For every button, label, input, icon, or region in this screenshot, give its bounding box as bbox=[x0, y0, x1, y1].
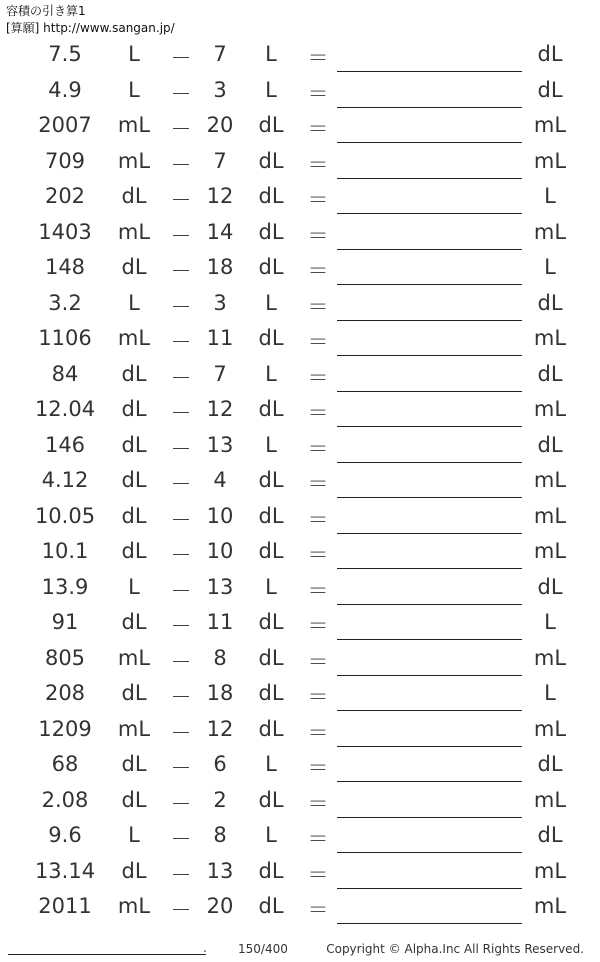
problem-row bbox=[0, 571, 600, 607]
subtrahend-value: 20 bbox=[206, 113, 234, 137]
subtrahend-unit: L bbox=[265, 823, 277, 847]
equals-sign: ＝ bbox=[307, 259, 329, 283]
minuend-unit: mL bbox=[117, 113, 151, 137]
subtrahend-value: 13 bbox=[206, 432, 234, 457]
answer-blank[interactable] bbox=[337, 604, 522, 605]
minuend-unit: dL bbox=[121, 503, 147, 528]
minuend-unit: mL bbox=[117, 645, 151, 670]
problem-row bbox=[0, 464, 600, 500]
minus-sign: － bbox=[170, 756, 192, 780]
minuend-unit: mL bbox=[117, 219, 151, 244]
subtrahend-value: 18 bbox=[206, 681, 234, 705]
problem-row bbox=[0, 322, 600, 358]
minuend-unit: dL bbox=[121, 539, 147, 563]
answer-blank[interactable] bbox=[337, 178, 522, 179]
problem-row bbox=[0, 819, 600, 855]
subtrahend-value: 10 bbox=[206, 503, 234, 528]
minus-sign: － bbox=[170, 472, 192, 496]
subtrahend-unit: dL bbox=[258, 113, 284, 137]
subtrahend-unit: L bbox=[265, 361, 277, 386]
problem-row bbox=[0, 429, 600, 465]
problem-row bbox=[0, 180, 600, 216]
problem-row bbox=[0, 74, 600, 110]
subtrahend-unit: dL bbox=[258, 645, 284, 670]
problem-row bbox=[0, 890, 600, 926]
subtrahend-value: 8 bbox=[213, 645, 227, 670]
minuend-unit: dL bbox=[121, 787, 147, 812]
equals-sign: ＝ bbox=[307, 117, 329, 141]
minuend-unit: mL bbox=[117, 894, 151, 918]
problem-row bbox=[0, 855, 600, 891]
minuend-unit: dL bbox=[121, 681, 147, 705]
answer-blank[interactable] bbox=[337, 746, 522, 747]
answer-unit: dL bbox=[537, 574, 563, 599]
answer-unit: mL bbox=[533, 148, 567, 173]
minuend-value: 2011 bbox=[38, 894, 92, 918]
subtrahend-unit: dL bbox=[258, 858, 284, 883]
subtrahend-unit: dL bbox=[258, 184, 284, 208]
minuend-unit: dL bbox=[121, 752, 147, 776]
subtrahend-unit: L bbox=[265, 77, 277, 102]
answer-unit: mL bbox=[533, 503, 567, 528]
subtrahend-value: 12 bbox=[206, 397, 234, 421]
subtrahend-value: 12 bbox=[206, 716, 234, 741]
equals-sign: ＝ bbox=[307, 543, 329, 567]
answer-blank[interactable] bbox=[337, 568, 522, 569]
minuend-unit: dL bbox=[121, 468, 147, 492]
minuend-unit: dL bbox=[121, 858, 147, 883]
answer-unit: L bbox=[544, 610, 556, 634]
subtrahend-unit: dL bbox=[258, 148, 284, 173]
answer-unit: dL bbox=[537, 823, 563, 847]
answer-blank[interactable] bbox=[337, 710, 522, 711]
minuend-value: 1209 bbox=[38, 716, 92, 741]
equals-sign: ＝ bbox=[307, 720, 329, 745]
minuend-value: 7.5 bbox=[48, 42, 82, 66]
minuend-value: 1403 bbox=[38, 219, 92, 244]
subtrahend-unit: dL bbox=[258, 610, 284, 634]
subtrahend-unit: L bbox=[265, 752, 277, 776]
subtrahend-unit: L bbox=[265, 432, 277, 457]
problem-row bbox=[0, 748, 600, 784]
equals-sign: ＝ bbox=[307, 436, 329, 461]
answer-unit: L bbox=[544, 184, 556, 208]
answer-unit: mL bbox=[533, 645, 567, 670]
minuend-value: 68 bbox=[51, 752, 79, 776]
equals-sign: ＝ bbox=[307, 401, 329, 425]
answer-blank[interactable] bbox=[337, 249, 522, 250]
minuend-unit: mL bbox=[117, 716, 151, 741]
minus-sign: － bbox=[170, 330, 192, 354]
subtrahend-unit: L bbox=[265, 42, 277, 66]
subtrahend-value: 20 bbox=[206, 894, 234, 918]
equals-sign: ＝ bbox=[307, 472, 329, 496]
page-number: 150/400 bbox=[238, 942, 288, 956]
minuend-value: 4.12 bbox=[41, 468, 89, 492]
minus-sign: － bbox=[170, 401, 192, 425]
minuend-value: 4.9 bbox=[48, 77, 82, 102]
equals-sign: ＝ bbox=[307, 330, 329, 354]
problem-row bbox=[0, 784, 600, 820]
subtrahend-unit: dL bbox=[258, 503, 284, 528]
subtrahend-unit: dL bbox=[258, 681, 284, 705]
subtrahend-value: 4 bbox=[213, 468, 227, 492]
problem-row bbox=[0, 535, 600, 571]
answer-blank[interactable] bbox=[337, 781, 522, 782]
problem-row bbox=[0, 109, 600, 145]
answer-blank[interactable] bbox=[337, 355, 522, 356]
minuend-value: 10.1 bbox=[41, 539, 89, 563]
answer-blank[interactable] bbox=[337, 426, 522, 427]
subtrahend-unit: L bbox=[265, 290, 277, 315]
footer bbox=[0, 940, 600, 962]
minuend-value: 13.14 bbox=[34, 858, 96, 883]
answer-blank[interactable] bbox=[337, 462, 522, 463]
minuend-value: 3.2 bbox=[48, 290, 82, 315]
minuend-value: 148 bbox=[44, 255, 86, 279]
answer-unit: mL bbox=[533, 326, 567, 350]
equals-sign: ＝ bbox=[307, 862, 329, 887]
minus-sign: － bbox=[170, 898, 192, 922]
problem-list bbox=[0, 38, 600, 926]
answer-unit: dL bbox=[537, 752, 563, 776]
answer-unit: mL bbox=[533, 397, 567, 421]
subtrahend-unit: dL bbox=[258, 539, 284, 563]
equals-sign: ＝ bbox=[307, 578, 329, 603]
minuend-value: 2007 bbox=[38, 113, 92, 137]
minus-sign: － bbox=[170, 649, 192, 674]
subtrahend-value: 7 bbox=[213, 148, 227, 173]
subtrahend-value: 2 bbox=[213, 787, 227, 812]
equals-sign: ＝ bbox=[307, 223, 329, 248]
minus-sign: － bbox=[170, 81, 192, 106]
answer-unit: mL bbox=[533, 539, 567, 563]
minuend-value: 146 bbox=[44, 432, 86, 457]
subtrahend-value: 14 bbox=[206, 219, 234, 244]
equals-sign: ＝ bbox=[307, 46, 329, 70]
problem-row bbox=[0, 358, 600, 394]
minuend-unit: L bbox=[128, 574, 140, 599]
answer-blank[interactable] bbox=[337, 852, 522, 853]
answer-unit: mL bbox=[533, 858, 567, 883]
problem-row bbox=[0, 642, 600, 678]
answer-unit: mL bbox=[533, 716, 567, 741]
answer-unit: mL bbox=[533, 468, 567, 492]
answer-blank[interactable] bbox=[337, 107, 522, 108]
minuend-unit: mL bbox=[117, 326, 151, 350]
minus-sign: － bbox=[170, 223, 192, 248]
subtrahend-value: 10 bbox=[206, 539, 234, 563]
subtrahend-value: 18 bbox=[206, 255, 234, 279]
minus-sign: － bbox=[170, 543, 192, 567]
answer-blank[interactable] bbox=[337, 639, 522, 640]
minuend-value: 709 bbox=[44, 148, 86, 173]
site-link[interactable]: [算願] http://www.sangan.jp/ bbox=[6, 21, 175, 35]
answer-unit: L bbox=[544, 681, 556, 705]
equals-sign: ＝ bbox=[307, 756, 329, 780]
answer-unit: dL bbox=[537, 77, 563, 102]
subtrahend-unit: dL bbox=[258, 255, 284, 279]
answer-unit: dL bbox=[537, 432, 563, 457]
answer-blank[interactable] bbox=[337, 213, 522, 214]
minuend-value: 9.6 bbox=[48, 823, 82, 847]
minuend-unit: mL bbox=[117, 148, 151, 173]
minus-sign: － bbox=[170, 578, 192, 603]
subtrahend-unit: L bbox=[265, 574, 277, 599]
answer-unit: mL bbox=[533, 113, 567, 137]
subtrahend-unit: dL bbox=[258, 787, 284, 812]
copyright: Copyright © Alpha.Inc All Rights Reserved. bbox=[326, 942, 584, 956]
equals-sign: ＝ bbox=[307, 614, 329, 638]
problem-row bbox=[0, 500, 600, 536]
problem-row bbox=[0, 216, 600, 252]
subtrahend-unit: dL bbox=[258, 716, 284, 741]
problem-row bbox=[0, 251, 600, 287]
subtrahend-value: 11 bbox=[206, 326, 234, 350]
subtrahend-unit: dL bbox=[258, 219, 284, 244]
minus-sign: － bbox=[170, 685, 192, 709]
subtrahend-value: 7 bbox=[213, 361, 227, 386]
equals-sign: ＝ bbox=[307, 685, 329, 709]
subtrahend-value: 3 bbox=[213, 290, 227, 315]
minuend-unit: dL bbox=[121, 184, 147, 208]
problem-row bbox=[0, 713, 600, 749]
minus-sign: － bbox=[170, 152, 192, 177]
minuend-value: 84 bbox=[51, 361, 79, 386]
subtrahend-value: 3 bbox=[213, 77, 227, 102]
subtrahend-unit: dL bbox=[258, 397, 284, 421]
equals-sign: ＝ bbox=[307, 294, 329, 319]
answer-blank[interactable] bbox=[337, 71, 522, 72]
answer-blank[interactable] bbox=[337, 284, 522, 285]
equals-sign: ＝ bbox=[307, 507, 329, 532]
answer-unit: dL bbox=[537, 290, 563, 315]
minus-sign: － bbox=[170, 46, 192, 70]
minuend-value: 202 bbox=[44, 184, 86, 208]
minuend-value: 1106 bbox=[38, 326, 92, 350]
subtrahend-unit: dL bbox=[258, 468, 284, 492]
answer-blank[interactable] bbox=[337, 142, 522, 143]
minuend-unit: dL bbox=[121, 255, 147, 279]
answer-unit: mL bbox=[533, 787, 567, 812]
problem-row bbox=[0, 393, 600, 429]
minuend-unit: dL bbox=[121, 361, 147, 386]
minus-sign: － bbox=[170, 862, 192, 887]
minuend-value: 2.08 bbox=[41, 787, 89, 812]
minus-sign: － bbox=[170, 259, 192, 283]
minus-sign: － bbox=[170, 294, 192, 319]
equals-sign: ＝ bbox=[307, 81, 329, 106]
answer-blank[interactable] bbox=[337, 923, 522, 924]
answer-unit: L bbox=[544, 255, 556, 279]
minus-sign: － bbox=[170, 720, 192, 745]
minus-sign: － bbox=[170, 365, 192, 390]
minus-sign: － bbox=[170, 791, 192, 816]
answer-unit: dL bbox=[537, 42, 563, 66]
equals-sign: ＝ bbox=[307, 365, 329, 390]
subtrahend-value: 13 bbox=[206, 858, 234, 883]
answer-unit: mL bbox=[533, 219, 567, 244]
equals-sign: ＝ bbox=[307, 898, 329, 922]
equals-sign: ＝ bbox=[307, 827, 329, 851]
footer-dot: . bbox=[203, 941, 207, 955]
subtrahend-unit: dL bbox=[258, 894, 284, 918]
minuend-unit: L bbox=[128, 290, 140, 315]
minuend-value: 91 bbox=[51, 610, 79, 634]
answer-blank[interactable] bbox=[337, 817, 522, 818]
subtrahend-value: 11 bbox=[206, 610, 234, 634]
minus-sign: － bbox=[170, 188, 192, 212]
answer-unit: dL bbox=[537, 361, 563, 386]
minus-sign: － bbox=[170, 117, 192, 141]
subtrahend-value: 7 bbox=[213, 42, 227, 66]
subtrahend-value: 6 bbox=[213, 752, 227, 776]
problem-row bbox=[0, 606, 600, 642]
minuend-value: 208 bbox=[44, 681, 86, 705]
equals-sign: ＝ bbox=[307, 791, 329, 816]
problem-row bbox=[0, 145, 600, 181]
minuend-value: 10.05 bbox=[34, 503, 96, 528]
answer-blank[interactable] bbox=[337, 675, 522, 676]
problem-row bbox=[0, 38, 600, 74]
minuend-value: 13.9 bbox=[41, 574, 89, 599]
problem-row bbox=[0, 287, 600, 323]
subtrahend-value: 12 bbox=[206, 184, 234, 208]
equals-sign: ＝ bbox=[307, 188, 329, 212]
name-line bbox=[8, 954, 206, 955]
minus-sign: － bbox=[170, 614, 192, 638]
answer-blank[interactable] bbox=[337, 391, 522, 392]
subtrahend-unit: dL bbox=[258, 326, 284, 350]
answer-blank[interactable] bbox=[337, 320, 522, 321]
minuend-unit: L bbox=[128, 42, 140, 66]
minus-sign: － bbox=[170, 436, 192, 461]
minus-sign: － bbox=[170, 507, 192, 532]
minuend-unit: dL bbox=[121, 397, 147, 421]
minuend-unit: L bbox=[128, 823, 140, 847]
minuend-unit: L bbox=[128, 77, 140, 102]
minuend-value: 12.04 bbox=[34, 397, 96, 421]
minuend-unit: dL bbox=[121, 610, 147, 634]
answer-unit: mL bbox=[533, 894, 567, 918]
answer-blank[interactable] bbox=[337, 533, 522, 534]
worksheet-header bbox=[6, 3, 175, 37]
minus-sign: － bbox=[170, 827, 192, 851]
answer-blank[interactable] bbox=[337, 888, 522, 889]
subtrahend-value: 8 bbox=[213, 823, 227, 847]
minuend-unit: dL bbox=[121, 432, 147, 457]
equals-sign: ＝ bbox=[307, 649, 329, 674]
subtrahend-value: 13 bbox=[206, 574, 234, 599]
problem-row bbox=[0, 677, 600, 713]
minuend-value: 805 bbox=[44, 645, 86, 670]
worksheet-title: 容積の引き算1 bbox=[6, 4, 86, 18]
equals-sign: ＝ bbox=[307, 152, 329, 177]
answer-blank[interactable] bbox=[337, 497, 522, 498]
